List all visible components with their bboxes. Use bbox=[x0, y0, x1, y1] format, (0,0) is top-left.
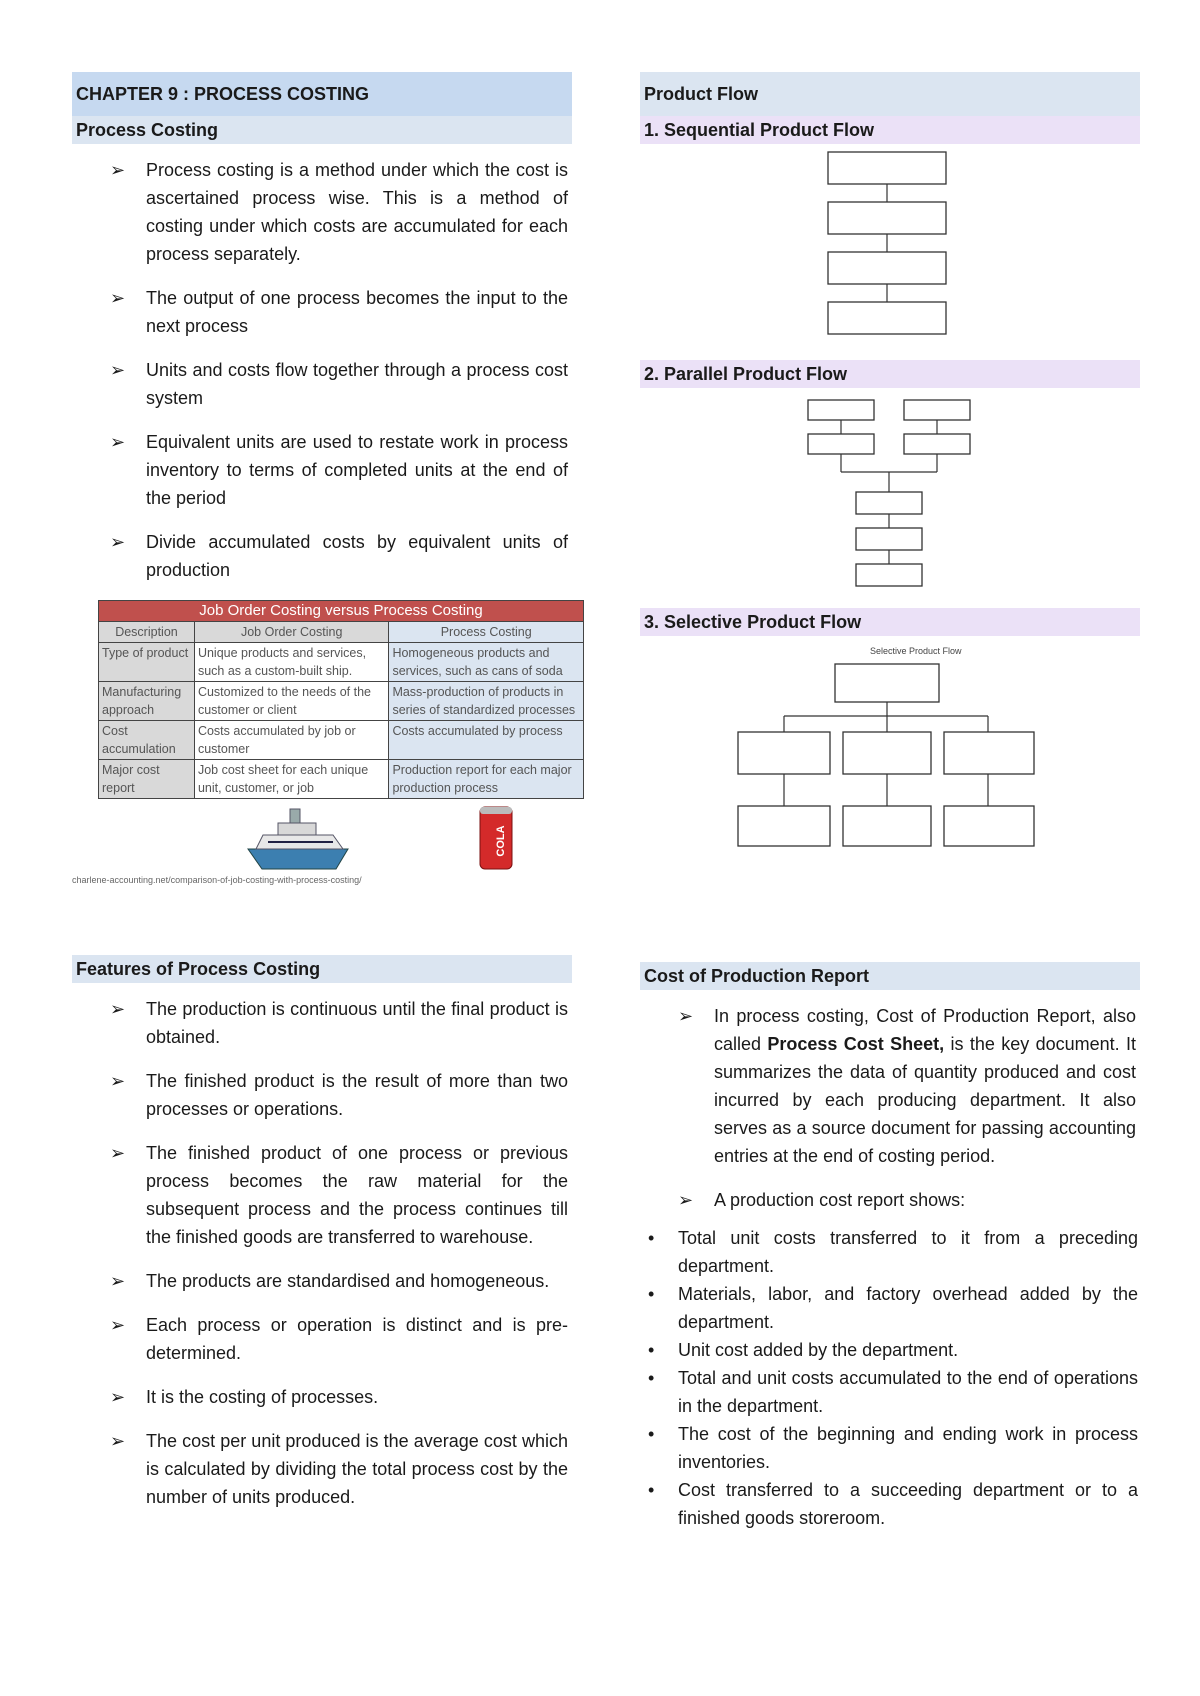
flow-box bbox=[738, 806, 830, 846]
section-title-process-costing: Process Costing bbox=[72, 116, 572, 144]
selective-flow-diagram bbox=[640, 636, 1140, 876]
process-costing-list bbox=[72, 156, 572, 584]
table-title: Job Order Costing versus Process Costing bbox=[99, 601, 584, 622]
bullet-dot-icon: • bbox=[648, 1284, 655, 1304]
flow-box bbox=[828, 202, 946, 234]
flow-box bbox=[808, 434, 874, 454]
list-item: • Total and unit costs accumulated to the end of operations in the department. bbox=[640, 1364, 1140, 1420]
flow-box bbox=[843, 732, 931, 774]
product-flow-title: Product Flow bbox=[640, 72, 1140, 116]
list-item: • Cost transferred to a succeeding department or to a finished goods storeroom. bbox=[640, 1476, 1140, 1532]
sequential-flow-title: 1. Sequential Product Flow bbox=[640, 116, 1140, 144]
features-section bbox=[72, 955, 572, 1527]
list-item: • Materials, labor, and factory overhead added by the department. bbox=[640, 1280, 1140, 1336]
flow-box bbox=[828, 152, 946, 184]
sequential-flow-diagram bbox=[640, 144, 1140, 344]
flow-box bbox=[856, 528, 922, 550]
left-column bbox=[72, 72, 576, 1507]
section-title-features: Features of Process Costing bbox=[72, 955, 572, 983]
flow-box bbox=[835, 664, 939, 702]
arrow-bullet-icon: ➢ bbox=[110, 1387, 126, 1407]
features-list bbox=[72, 995, 572, 1511]
flow-box bbox=[856, 492, 922, 514]
list-item: ➢ It is the costing of processes. bbox=[72, 1383, 572, 1411]
list-item: • Unit cost added by the department. bbox=[640, 1336, 1140, 1364]
bullet-dot-icon: • bbox=[648, 1228, 655, 1248]
table-header: Description bbox=[99, 622, 195, 643]
list-item: ➢ Each process or operation is distinct and is pre-determined. bbox=[72, 1311, 572, 1367]
arrow-bullet-icon: ➢ bbox=[110, 1143, 126, 1163]
flow-box bbox=[944, 806, 1034, 846]
table-header: Job Order Costing bbox=[194, 622, 388, 643]
flow-box bbox=[808, 400, 874, 420]
table-row: Manufacturing approach Customized to the needs of the customer or client Mass-production of products in series of standardized processes bbox=[99, 682, 584, 721]
flow-box bbox=[904, 434, 970, 454]
cost-report-section bbox=[640, 962, 1140, 1532]
list-item: ➢ The products are standardised and homogeneous. bbox=[72, 1267, 572, 1295]
list-item: ➢ The cost per unit produced is the average cost which is calculated by dividing the total process cost by the number of units produced. bbox=[72, 1427, 572, 1511]
table-illustrations bbox=[98, 799, 584, 875]
flow-box bbox=[828, 302, 946, 334]
list-item: ➢ Divide accumulated costs by equivalent units of production bbox=[72, 528, 572, 584]
arrow-bullet-icon: ➢ bbox=[110, 360, 126, 380]
parallel-flow-title: 2. Parallel Product Flow bbox=[640, 360, 1140, 388]
can-label: COLA bbox=[495, 825, 507, 857]
bullet-dot-icon: • bbox=[648, 1368, 655, 1388]
table-row: Type of product Unique products and services, such as a custom-built ship. Homogeneous products and services, such as cans of soda bbox=[99, 643, 584, 682]
list-item: ➢ Equivalent units are used to restate work in process inventory to terms of completed units at the end of the period bbox=[72, 428, 572, 512]
ship-icon bbox=[248, 809, 348, 869]
comparison-figure bbox=[72, 600, 584, 885]
arrow-bullet-icon: ➢ bbox=[110, 532, 126, 552]
right-column bbox=[640, 72, 1140, 1528]
arrow-bullet-icon: ➢ bbox=[110, 999, 126, 1019]
comparison-table bbox=[98, 600, 584, 799]
bullet-dot-icon: • bbox=[648, 1340, 655, 1360]
arrow-bullet-icon: ➢ bbox=[678, 1190, 694, 1210]
bullet-dot-icon: • bbox=[648, 1424, 655, 1444]
flow-box bbox=[738, 732, 830, 774]
arrow-bullet-icon: ➢ bbox=[110, 1071, 126, 1091]
illustrations-svg bbox=[98, 799, 584, 875]
list-item: ➢ The finished product of one process or previous process becomes the raw material for the subsequent process and the process continues till the finished goods are transferred to warehouse. bbox=[72, 1139, 572, 1251]
arrow-bullet-icon: ➢ bbox=[110, 288, 126, 308]
arrow-bullet-icon: ➢ bbox=[110, 432, 126, 452]
bullet-dot-icon: • bbox=[648, 1480, 655, 1500]
arrow-bullet-icon: ➢ bbox=[678, 1006, 694, 1026]
table-header: Process Costing bbox=[389, 622, 584, 643]
list-item: ➢ The output of one process becomes the input to the next process bbox=[72, 284, 572, 340]
arrow-bullet-icon: ➢ bbox=[110, 1271, 126, 1291]
cola-can-icon bbox=[480, 807, 512, 869]
selective-flow-title: 3. Selective Product Flow bbox=[640, 608, 1140, 636]
cost-report-list bbox=[640, 1002, 1140, 1214]
flow-box bbox=[828, 252, 946, 284]
production-report-contents bbox=[640, 1224, 1140, 1532]
list-item: • Total unit costs transferred to it from a preceding department. bbox=[640, 1224, 1140, 1280]
list-item: ➢ In process costing, Cost of Production Report, also called Process Cost Sheet, is the key document. It summarizes the data of quantity produced and cost incurred by each producing department. It also serves as a source document for passing accounting entries at the end of costing period. bbox=[640, 1002, 1140, 1170]
flow-box bbox=[904, 400, 970, 420]
arrow-bullet-icon: ➢ bbox=[110, 1431, 126, 1451]
list-item: ➢ Units and costs flow together through a process cost system bbox=[72, 356, 572, 412]
table-row: Major cost report Job cost sheet for each unique unit, customer, or job Production report for each major production process bbox=[99, 760, 584, 799]
flow-box bbox=[856, 564, 922, 586]
flow-box bbox=[843, 806, 931, 846]
table-row: Cost accumulation Costs accumulated by job or customer Costs accumulated by process bbox=[99, 721, 584, 760]
chapter-title: CHAPTER 9 : PROCESS COSTING bbox=[72, 72, 572, 116]
list-item: • The cost of the beginning and ending work in process inventories. bbox=[640, 1420, 1140, 1476]
section-title-cost-report: Cost of Production Report bbox=[640, 962, 1140, 990]
diagram-label: Selective Product Flow bbox=[870, 646, 962, 656]
arrow-bullet-icon: ➢ bbox=[110, 1315, 126, 1335]
list-item: ➢ The production is continuous until the final product is obtained. bbox=[72, 995, 572, 1051]
parallel-flow-diagram bbox=[640, 388, 1140, 606]
flow-box bbox=[944, 732, 1034, 774]
list-item: ➢ Process costing is a method under which the cost is ascertained process wise. This is a method of costing under which costs are accumulated for each process separately. bbox=[72, 156, 572, 268]
list-item: ➢ The finished product is the result of more than two processes or operations. bbox=[72, 1067, 572, 1123]
arrow-bullet-icon: ➢ bbox=[110, 160, 126, 180]
image-caption: charlene-accounting.net/comparison-of-job-costing-with-process-costing/ bbox=[72, 875, 362, 885]
list-item: ➢ A production cost report shows: bbox=[640, 1186, 1140, 1214]
